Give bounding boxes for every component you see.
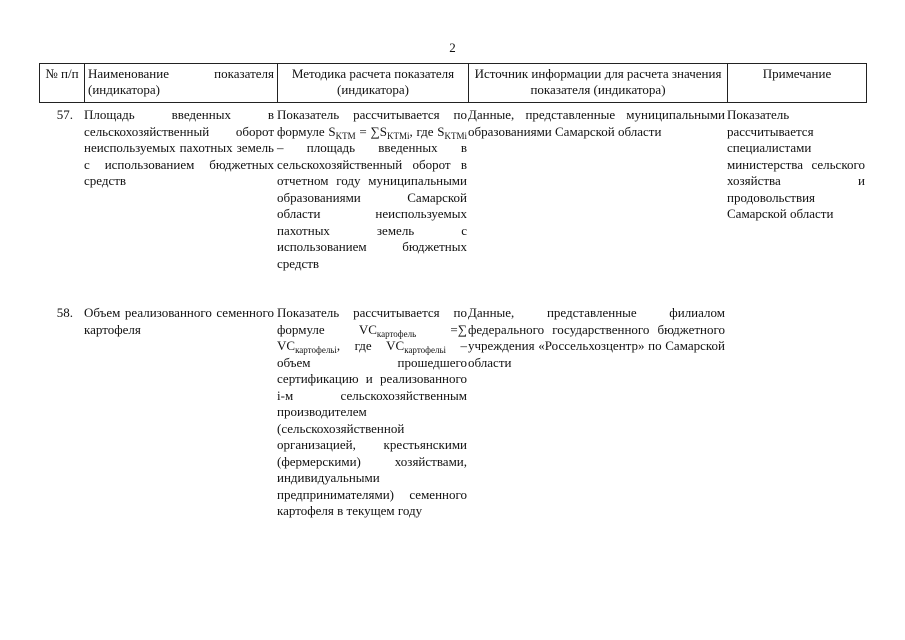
header-note: Примечание <box>762 66 832 81</box>
formula-eq: =∑ <box>416 321 467 337</box>
formula-rhs: VC <box>277 338 296 353</box>
row-name: Объем реализованного семенного картофеля <box>84 305 274 337</box>
page-number: 2 <box>449 40 456 55</box>
row-source: Данные, представленные филиалом федерального государственного бюджетного учреждения «Россельхозцентр» по Самарской области <box>468 305 725 370</box>
formula-lhs: VC <box>358 321 377 337</box>
method-intro: Показатель рассчитывается по формуле <box>277 107 467 139</box>
row-method <box>277 107 467 272</box>
indicators-table <box>39 63 867 518</box>
formula-rhs: S <box>379 123 387 139</box>
def-symbol: S <box>437 123 445 139</box>
formula-lhs-sub: картофель <box>376 328 417 339</box>
def-text: – площадь введенных в сельскохозяйственный оборот в отчетном году муниципальными образованиями Самарской области неиспользуемых пахотных земель с использованием бюджетных средств <box>277 140 467 271</box>
formula-rhs-sub: картофельi <box>295 345 337 355</box>
method-definition <box>277 124 467 271</box>
formula-lhs: S <box>328 123 336 139</box>
header-method: Методика расчета показателя (индикатора) <box>291 66 455 97</box>
formula <box>328 124 433 139</box>
formula-tail: , где <box>409 123 434 139</box>
row-note: Показатель рассчитывается специалистами министерства сельского хозяйства и продовольствия Самарской области <box>727 107 865 221</box>
header-name: Наименование показателя (индикатора) <box>88 66 274 97</box>
row-method <box>277 305 467 520</box>
row-num: 57. <box>56 107 73 122</box>
formula-lhs-sub: KTM <box>335 130 356 141</box>
row-name: Площадь введенных в сельскохозяйственный оборот неиспользуемых пахотных земель с использованием бюджетных средств <box>84 107 274 188</box>
def-symbol: VC <box>386 338 405 353</box>
formula-tail: , <box>336 338 341 353</box>
header-num: № п/п <box>45 66 79 81</box>
formula-rhs-sub: KTMi <box>386 130 410 141</box>
row-num: 58. <box>56 305 73 320</box>
method-definition <box>277 338 467 518</box>
def-symbol-sub: KTMi <box>444 130 468 141</box>
def-symbol-sub: картофельi <box>404 345 447 355</box>
def-pre: где <box>354 338 387 353</box>
def-text: – объем прошедшего сертификацию и реализованного i-м сельскохозяйственным производителем (сельскохозяйственной организацией, крестьянскими (фермерскими) хозяйствами, индивидуальными предпринимателями) семенного картофеля в текущем году <box>277 338 468 518</box>
header-source: Источник информации для расчета значения показателя (индикатора) <box>474 66 722 97</box>
method-intro: Показатель рассчитывается по формуле <box>277 305 467 337</box>
table-header <box>39 63 867 103</box>
formula-eq: = ∑ <box>355 123 380 139</box>
row-source: Данные, представленные муниципальными образованиями Самарской области <box>468 107 725 139</box>
